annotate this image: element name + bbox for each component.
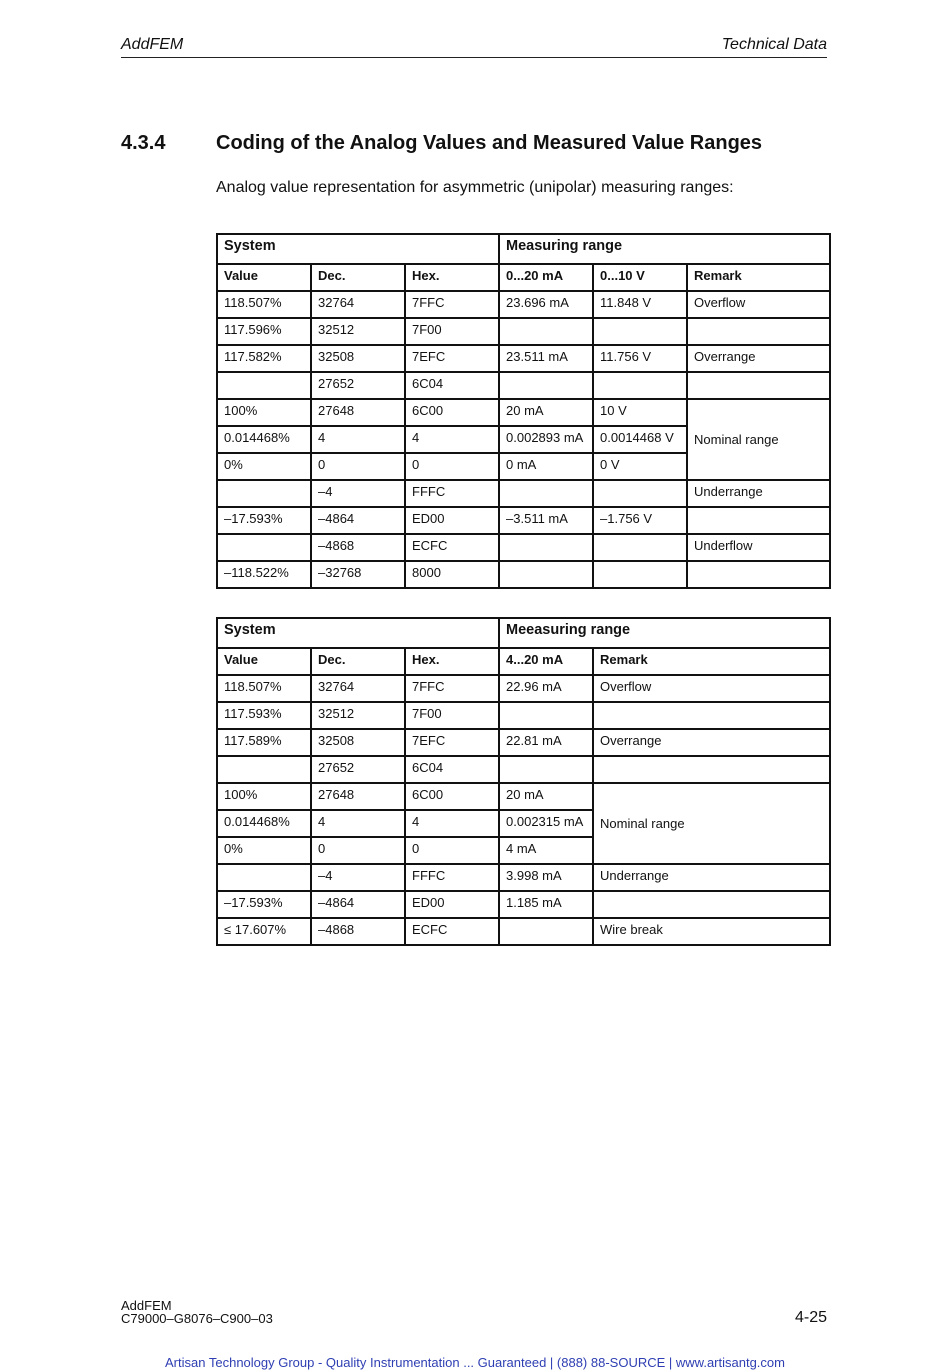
table-cell: 117.589%: [217, 729, 311, 756]
table-cell: [499, 372, 593, 399]
table-cell: 32512: [311, 318, 405, 345]
table-cell: 8000: [405, 561, 499, 588]
table-cell: 4: [311, 810, 405, 837]
table-cell: Overrange: [687, 345, 830, 372]
table-cell: [217, 372, 311, 399]
table-cell: 0%: [217, 453, 311, 480]
footer-doc-name: AddFEM: [121, 1298, 172, 1313]
column-header: Hex.: [405, 264, 499, 291]
table-cell: Wire break: [593, 918, 830, 945]
table-cell: [499, 534, 593, 561]
column-header: 0...10 V: [593, 264, 687, 291]
table-cell: 4: [311, 426, 405, 453]
table-cell: [217, 756, 311, 783]
footer-doc-number: C79000–G8076–C900–03: [121, 1311, 273, 1326]
table-cell: [687, 561, 830, 588]
table-cell: 1.185 mA: [499, 891, 593, 918]
header-section: Technical Data: [721, 36, 827, 53]
table-cell: 32764: [311, 675, 405, 702]
table-cell: 7EFC: [405, 729, 499, 756]
table-cell: 117.593%: [217, 702, 311, 729]
table-cell: [499, 702, 593, 729]
table-row: [217, 864, 830, 891]
table-cell: Underrange: [687, 480, 830, 507]
table-row: [217, 399, 830, 426]
table-cell: 0.002315 mA: [499, 810, 593, 837]
table-cell: 11.848 V: [593, 291, 687, 318]
table-row: [217, 480, 830, 507]
table-cell: [217, 480, 311, 507]
table-cell: FFFC: [405, 864, 499, 891]
table-cell: 4: [405, 426, 499, 453]
unipolar-range-table: [216, 233, 831, 589]
group-measuring-range: Measuring range: [499, 234, 830, 264]
table-cell: 4 mA: [499, 837, 593, 864]
column-header: Hex.: [405, 648, 499, 675]
table-cell: 32508: [311, 729, 405, 756]
table-cell: 0: [405, 837, 499, 864]
column-header: 4...20 mA: [499, 648, 593, 675]
table-column-header: [217, 264, 830, 291]
table-cell: ECFC: [405, 918, 499, 945]
table-cell: 6C00: [405, 783, 499, 810]
table-cell: [593, 372, 687, 399]
table-cell: FFFC: [405, 480, 499, 507]
table-cell: –1.756 V: [593, 507, 687, 534]
table-row: [217, 756, 830, 783]
table-group-header: [217, 234, 830, 264]
table-cell: [593, 561, 687, 588]
table-cell: –4864: [311, 891, 405, 918]
table-cell: –17.593%: [217, 891, 311, 918]
table-cell: 10 V: [593, 399, 687, 426]
vendor-banner[interactable]: Artisan Technology Group - Quality Instrumentation ... Guaranteed | (888) 88-SOURCE | www.artisantg.com: [165, 1355, 785, 1370]
table-cell: 11.756 V: [593, 345, 687, 372]
table-row: [217, 372, 830, 399]
table-cell: 100%: [217, 783, 311, 810]
table-cell: –4868: [311, 918, 405, 945]
table-cell: 32512: [311, 702, 405, 729]
table-cell: 6C04: [405, 372, 499, 399]
table-cell: 4: [405, 810, 499, 837]
group-measuring-range: Meeasuring range: [499, 618, 830, 648]
table-cell: [593, 534, 687, 561]
table-cell: 32764: [311, 291, 405, 318]
table-cell: 0: [311, 837, 405, 864]
table-cell: 6C00: [405, 399, 499, 426]
intro-text: Analog value representation for asymmetric (unipolar) measuring ranges:: [216, 179, 734, 196]
table-cell: [687, 507, 830, 534]
table-cell: 22.81 mA: [499, 729, 593, 756]
nominal-range-cell: Nominal range: [687, 399, 830, 480]
table-cell: –3.511 mA: [499, 507, 593, 534]
table-cell: [687, 318, 830, 345]
section-title: Coding of the Analog Values and Measured Value Ranges: [216, 132, 763, 154]
table-cell: Underrange: [593, 864, 830, 891]
table-cell: ED00: [405, 891, 499, 918]
table-cell: [217, 534, 311, 561]
table-cell: 20 mA: [499, 399, 593, 426]
table-cell: 32508: [311, 345, 405, 372]
section-number: 4.3.4: [121, 132, 166, 154]
table-cell: [499, 756, 593, 783]
table-cell: 118.507%: [217, 675, 311, 702]
table-cell: ECFC: [405, 534, 499, 561]
table-cell: 6C04: [405, 756, 499, 783]
column-header: Remark: [687, 264, 830, 291]
table-row: [217, 702, 830, 729]
table-row: [217, 507, 830, 534]
table-cell: [499, 918, 593, 945]
table-cell: 117.596%: [217, 318, 311, 345]
table-cell: [499, 561, 593, 588]
table-cell: 7F00: [405, 702, 499, 729]
table-cell: 100%: [217, 399, 311, 426]
column-header: Value: [217, 264, 311, 291]
group-system: System: [217, 618, 499, 648]
column-header: Dec.: [311, 264, 405, 291]
table-cell: 27648: [311, 783, 405, 810]
table-column-header: [217, 648, 830, 675]
table-cell: 118.507%: [217, 291, 311, 318]
table-cell: [687, 372, 830, 399]
table-cell: [499, 318, 593, 345]
column-header: 0...20 mA: [499, 264, 593, 291]
table-cell: 0: [405, 453, 499, 480]
table-cell: 7EFC: [405, 345, 499, 372]
table-row: [217, 345, 830, 372]
table-row: [217, 918, 830, 945]
table-cell: 0%: [217, 837, 311, 864]
table-cell: 0.002893 mA: [499, 426, 593, 453]
table-cell: 0 mA: [499, 453, 593, 480]
table-cell: 23.511 mA: [499, 345, 593, 372]
table-row: [217, 561, 830, 588]
table-cell: [593, 702, 830, 729]
table-group-header: [217, 618, 830, 648]
table-row: [217, 675, 830, 702]
table-cell: 0.014468%: [217, 810, 311, 837]
table-cell: 0 V: [593, 453, 687, 480]
table-cell: –4864: [311, 507, 405, 534]
column-header: Value: [217, 648, 311, 675]
header-title: AddFEM: [121, 36, 184, 53]
table-cell: 7F00: [405, 318, 499, 345]
table-cell: 23.696 mA: [499, 291, 593, 318]
table-cell: 0: [311, 453, 405, 480]
table-cell: Overrange: [593, 729, 830, 756]
table-cell: [593, 318, 687, 345]
table-row: [217, 891, 830, 918]
column-header: Remark: [593, 648, 830, 675]
table-row: [217, 534, 830, 561]
table-cell: ED00: [405, 507, 499, 534]
table-cell: 27648: [311, 399, 405, 426]
table-cell: –4: [311, 480, 405, 507]
table-cell: 0.0014468 V: [593, 426, 687, 453]
table-cell: –32768: [311, 561, 405, 588]
table-cell: ≤ 17.607%: [217, 918, 311, 945]
table-cell: 27652: [311, 372, 405, 399]
table-cell: Overflow: [593, 675, 830, 702]
table-row: [217, 318, 830, 345]
table-cell: Underflow: [687, 534, 830, 561]
table-cell: 0.014468%: [217, 426, 311, 453]
table-cell: Overflow: [687, 291, 830, 318]
table-cell: [593, 891, 830, 918]
table-cell: 7FFC: [405, 291, 499, 318]
table-row: [217, 783, 830, 810]
table-cell: –118.522%: [217, 561, 311, 588]
group-system: System: [217, 234, 499, 264]
table-cell: 7FFC: [405, 675, 499, 702]
table-cell: 117.582%: [217, 345, 311, 372]
table-row: [217, 729, 830, 756]
column-header: Dec.: [311, 648, 405, 675]
header-divider: [121, 57, 827, 58]
table-cell: 22.96 mA: [499, 675, 593, 702]
table-cell: [593, 480, 687, 507]
table-cell: [499, 480, 593, 507]
nominal-range-cell: Nominal range: [593, 783, 830, 864]
table-cell: 20 mA: [499, 783, 593, 810]
current-range-table: [216, 617, 831, 946]
table-cell: 3.998 mA: [499, 864, 593, 891]
page-number: 4-25: [794, 1309, 827, 1326]
table-cell: –4868: [311, 534, 405, 561]
table-cell: –4: [311, 864, 405, 891]
table-cell: –17.593%: [217, 507, 311, 534]
table-cell: 27652: [311, 756, 405, 783]
table-row: [217, 291, 830, 318]
table-cell: [593, 756, 830, 783]
table-cell: [217, 864, 311, 891]
